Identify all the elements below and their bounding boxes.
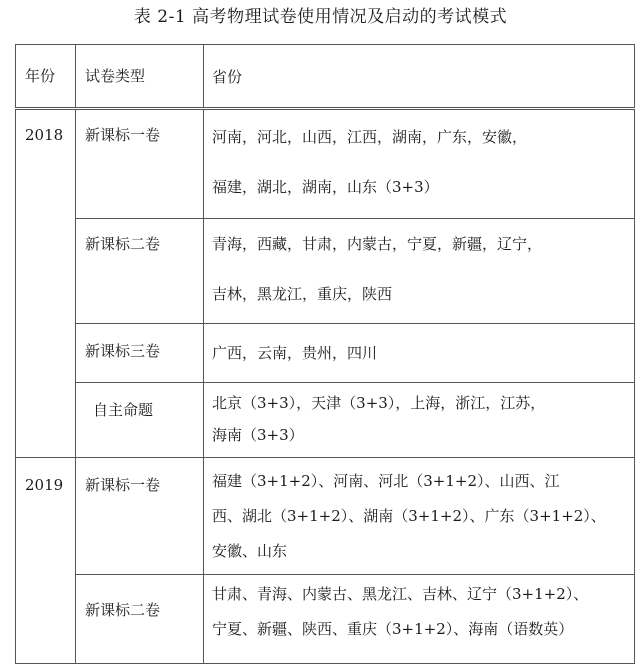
provinces-line: 甘肃、青海、内蒙古、黑龙江、吉林、辽宁（3+1+2）、 — [212, 585, 589, 603]
provinces-cell — [204, 324, 635, 383]
table-row — [16, 383, 635, 458]
provinces-cell — [204, 575, 635, 664]
provinces-line: 海南（3+3） — [212, 426, 304, 444]
exam-type-label: 新课标二卷 — [85, 601, 161, 619]
table-row — [16, 458, 635, 575]
provinces-cell — [204, 383, 635, 458]
provinces-line: 福建（3+1+2）、河南、河北（3+1+2）、山西、江 — [212, 472, 560, 490]
provinces-list — [204, 458, 634, 569]
provinces-line: 广西，云南，贵州，四川 — [212, 344, 378, 362]
type-cell — [76, 219, 204, 324]
header-provinces-label: 省份 — [212, 67, 243, 86]
type-cell — [76, 575, 204, 664]
table-caption: 表 2-1 高考物理试卷使用情况及启动的考试模式 — [133, 7, 508, 27]
provinces-list — [204, 219, 634, 319]
table-row — [16, 109, 635, 219]
provinces-list — [204, 383, 634, 451]
year-cell-2019 — [16, 458, 76, 664]
header-cell-provinces — [204, 45, 635, 109]
provinces-cell — [204, 458, 635, 575]
exam-type-label: 新课标三卷 — [85, 342, 161, 360]
type-cell — [76, 324, 204, 383]
header-type-label: 试卷类型 — [85, 67, 146, 85]
exam-type-label: 新课标一卷 — [85, 476, 161, 494]
header-cell-type — [76, 45, 204, 109]
type-cell — [76, 109, 204, 219]
provinces-list — [204, 110, 634, 212]
type-cell — [76, 383, 204, 458]
table-row — [16, 324, 635, 383]
exam-usage-table — [15, 44, 635, 664]
year-label: 2018 — [25, 126, 64, 144]
provinces-line: 安徽、山东 — [212, 542, 288, 560]
provinces-line: 河南，河北，山西，江西，湖南，广东，安徽， — [212, 128, 528, 146]
exam-type-label: 新课标二卷 — [85, 235, 161, 253]
provinces-list — [204, 575, 634, 647]
provinces-cell — [204, 109, 635, 219]
provinces-line: 福建，湖北，湖南，山东（3+3） — [212, 178, 439, 196]
table-row — [16, 575, 635, 664]
provinces-list — [204, 324, 634, 378]
provinces-line: 北京（3+3），天津（3+3），上海，浙江，江苏， — [212, 394, 546, 412]
provinces-line: 宁夏、新疆、陕西、重庆（3+1+2）、海南（语数英） — [212, 620, 574, 638]
exam-type-label: 自主命题 — [93, 401, 154, 419]
header-year-label: 年份 — [25, 67, 56, 85]
provinces-cell — [204, 219, 635, 324]
provinces-line: 吉林，黑龙江，重庆，陕西 — [212, 285, 393, 303]
provinces-line: 青海，西藏，甘肃，内蒙古，宁夏，新疆，辽宁， — [212, 235, 543, 253]
table-row — [16, 219, 635, 324]
provinces-line: 西、湖北（3+1+2）、湖南（3+1+2）、广东（3+1+2）、 — [212, 507, 606, 525]
year-cell-2018 — [16, 109, 76, 458]
header-cell-year — [16, 45, 76, 109]
year-label: 2019 — [25, 476, 64, 494]
table-header-row — [16, 45, 635, 109]
type-cell — [76, 458, 204, 575]
exam-type-label: 新课标一卷 — [85, 126, 161, 144]
